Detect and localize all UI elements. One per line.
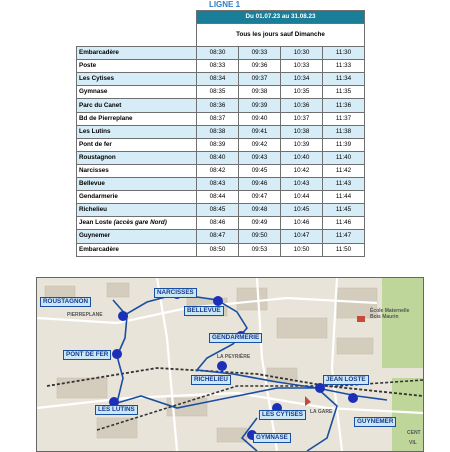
line-title: LIGNE 1 — [208, 0, 241, 9]
timetable — [76, 10, 365, 257]
departure-time: 08:50 — [197, 243, 239, 256]
departure-time: 08:44 — [197, 191, 239, 204]
departure-time: 10:44 — [281, 191, 323, 204]
departure-time: 09:53 — [239, 243, 281, 256]
map-label-gendarmerie: GENDARMERIE — [209, 333, 262, 343]
table-row — [77, 60, 365, 73]
departure-time: 10:36 — [281, 99, 323, 112]
map-label-narcisses: NARCISSES — [154, 288, 197, 298]
stop-name: Poste — [77, 60, 197, 73]
departure-time: 10:45 — [281, 204, 323, 217]
departure-time: 09:37 — [239, 73, 281, 86]
place-vil: VIL — [409, 440, 417, 446]
stop-name: Roustagnon — [77, 151, 197, 164]
stop-dot-richelieu — [217, 361, 227, 371]
stop-name: Gymnase — [77, 86, 197, 99]
departure-time: 11:35 — [323, 86, 365, 99]
stop-name: Gendarmerie — [77, 191, 197, 204]
departure-time: 08:46 — [197, 217, 239, 230]
departure-time: 09:41 — [239, 125, 281, 138]
departure-time: 11:44 — [323, 191, 365, 204]
departure-time: 10:43 — [281, 178, 323, 191]
departure-time: 08:39 — [197, 138, 239, 151]
departure-time: 09:39 — [239, 99, 281, 112]
header-row — [77, 11, 365, 24]
departure-time: 10:47 — [281, 230, 323, 243]
days-header: Tous les jours sauf Dimanche — [197, 24, 365, 47]
departure-time: 09:40 — [239, 112, 281, 125]
departure-time: 10:30 — [281, 47, 323, 60]
departure-time: 08:45 — [197, 204, 239, 217]
departure-time: 08:34 — [197, 73, 239, 86]
stop-dot-roustagnon — [118, 311, 128, 321]
table-row — [77, 73, 365, 86]
table-row — [77, 112, 365, 125]
stop-name: Les Cytises — [77, 73, 197, 86]
departure-time: 08:38 — [197, 125, 239, 138]
departure-time: 08:35 — [197, 86, 239, 99]
stop-name: Embarcadère — [77, 47, 197, 60]
departure-time: 10:37 — [281, 112, 323, 125]
map-label-pont-de-fer: PONT DE FER — [63, 350, 111, 360]
departure-time: 11:46 — [323, 217, 365, 230]
table-row — [77, 125, 365, 138]
stop-name: Parc du Canet — [77, 99, 197, 112]
departure-time: 08:40 — [197, 151, 239, 164]
departure-time: 11:36 — [323, 99, 365, 112]
stop-dot-bellevue — [213, 296, 223, 306]
map-label-jean-loste: JEAN LOSTE — [323, 375, 369, 385]
table-row — [77, 217, 365, 230]
departure-time: 09:43 — [239, 151, 281, 164]
departure-time: 08:30 — [197, 47, 239, 60]
table-row — [77, 204, 365, 217]
departure-time: 09:49 — [239, 217, 281, 230]
departure-time: 10:39 — [281, 138, 323, 151]
departure-time: 11:47 — [323, 230, 365, 243]
header-spacer — [77, 11, 197, 24]
departure-time: 11:39 — [323, 138, 365, 151]
departure-time: 10:34 — [281, 73, 323, 86]
map-label-les-cytises: LES CYTISES — [259, 410, 306, 420]
table-row — [77, 243, 365, 256]
stop-name: Les Lutins — [77, 125, 197, 138]
departure-time: 08:37 — [197, 112, 239, 125]
map-label-guynemer: GUYNEMER — [354, 417, 396, 427]
days-row — [77, 24, 365, 47]
stop-name: Pont de fer — [77, 138, 197, 151]
place-ecole: École Maternelle Bois Maurin — [370, 308, 410, 320]
departure-time: 10:50 — [281, 243, 323, 256]
map-label-bellevue: BELLEVUE — [184, 306, 224, 316]
departure-time: 10:33 — [281, 60, 323, 73]
table-row — [77, 191, 365, 204]
stop-name: Narcisses — [77, 164, 197, 177]
table-row — [77, 138, 365, 151]
route-map — [36, 277, 424, 452]
map-label-roustagnon: ROUSTAGNON — [40, 297, 91, 307]
stop-dot-pont-de-fer — [112, 349, 122, 359]
departure-time: 11:38 — [323, 125, 365, 138]
departure-time: 09:42 — [239, 138, 281, 151]
departure-time: 10:38 — [281, 125, 323, 138]
stop-dot-guynemer — [348, 393, 358, 403]
departure-time: 10:46 — [281, 217, 323, 230]
departure-time: 11:34 — [323, 73, 365, 86]
departure-time: 08:47 — [197, 230, 239, 243]
departure-time: 09:45 — [239, 164, 281, 177]
departure-time: 09:33 — [239, 47, 281, 60]
departure-time: 11:30 — [323, 47, 365, 60]
place-cent: CENT — [407, 430, 421, 436]
departure-time: 11:43 — [323, 178, 365, 191]
table-row — [77, 47, 365, 60]
departure-time: 11:45 — [323, 204, 365, 217]
departure-time: 08:33 — [197, 60, 239, 73]
departure-time: 11:40 — [323, 151, 365, 164]
departure-time: 09:48 — [239, 204, 281, 217]
table-row — [77, 99, 365, 112]
departure-time: 08:43 — [197, 178, 239, 191]
map-label-gymnase: GYMNASE — [253, 433, 291, 443]
place-pierreplane: PIERREPLANE — [67, 312, 103, 318]
departure-time: 10:40 — [281, 151, 323, 164]
departure-time: 09:46 — [239, 178, 281, 191]
departure-time: 08:42 — [197, 164, 239, 177]
stop-name: Jean Loste (accès gare Nord) — [77, 217, 197, 230]
table-row — [77, 164, 365, 177]
table-row — [77, 230, 365, 243]
map-label-richelieu: RICHELIEU — [191, 375, 231, 385]
departure-time: 11:50 — [323, 243, 365, 256]
stop-name: Embarcadère — [77, 243, 197, 256]
departure-time: 09:38 — [239, 86, 281, 99]
map-label-les-lutins: LES LUTINS — [95, 405, 138, 415]
departure-time: 08:36 — [197, 99, 239, 112]
stop-name: Bellevue — [77, 178, 197, 191]
table-row — [77, 178, 365, 191]
stop-name: Bd de Pierreplane — [77, 112, 197, 125]
days-spacer — [77, 24, 197, 47]
departure-time: 09:50 — [239, 230, 281, 243]
place-la-peyriere: LA PEYRIÈRE — [217, 354, 251, 360]
period-header: Du 01.07.23 au 31.08.23 — [197, 11, 365, 24]
table-row — [77, 86, 365, 99]
departure-time: 10:42 — [281, 164, 323, 177]
departure-time: 11:42 — [323, 164, 365, 177]
departure-time: 09:36 — [239, 60, 281, 73]
stop-name: Richelieu — [77, 204, 197, 217]
stop-name: Guynemer — [77, 230, 197, 243]
departure-time: 11:37 — [323, 112, 365, 125]
departure-time: 11:33 — [323, 60, 365, 73]
departure-time: 10:35 — [281, 86, 323, 99]
table-row — [77, 151, 365, 164]
departure-time: 09:47 — [239, 191, 281, 204]
place-la-gare: LA GARE — [310, 409, 333, 415]
